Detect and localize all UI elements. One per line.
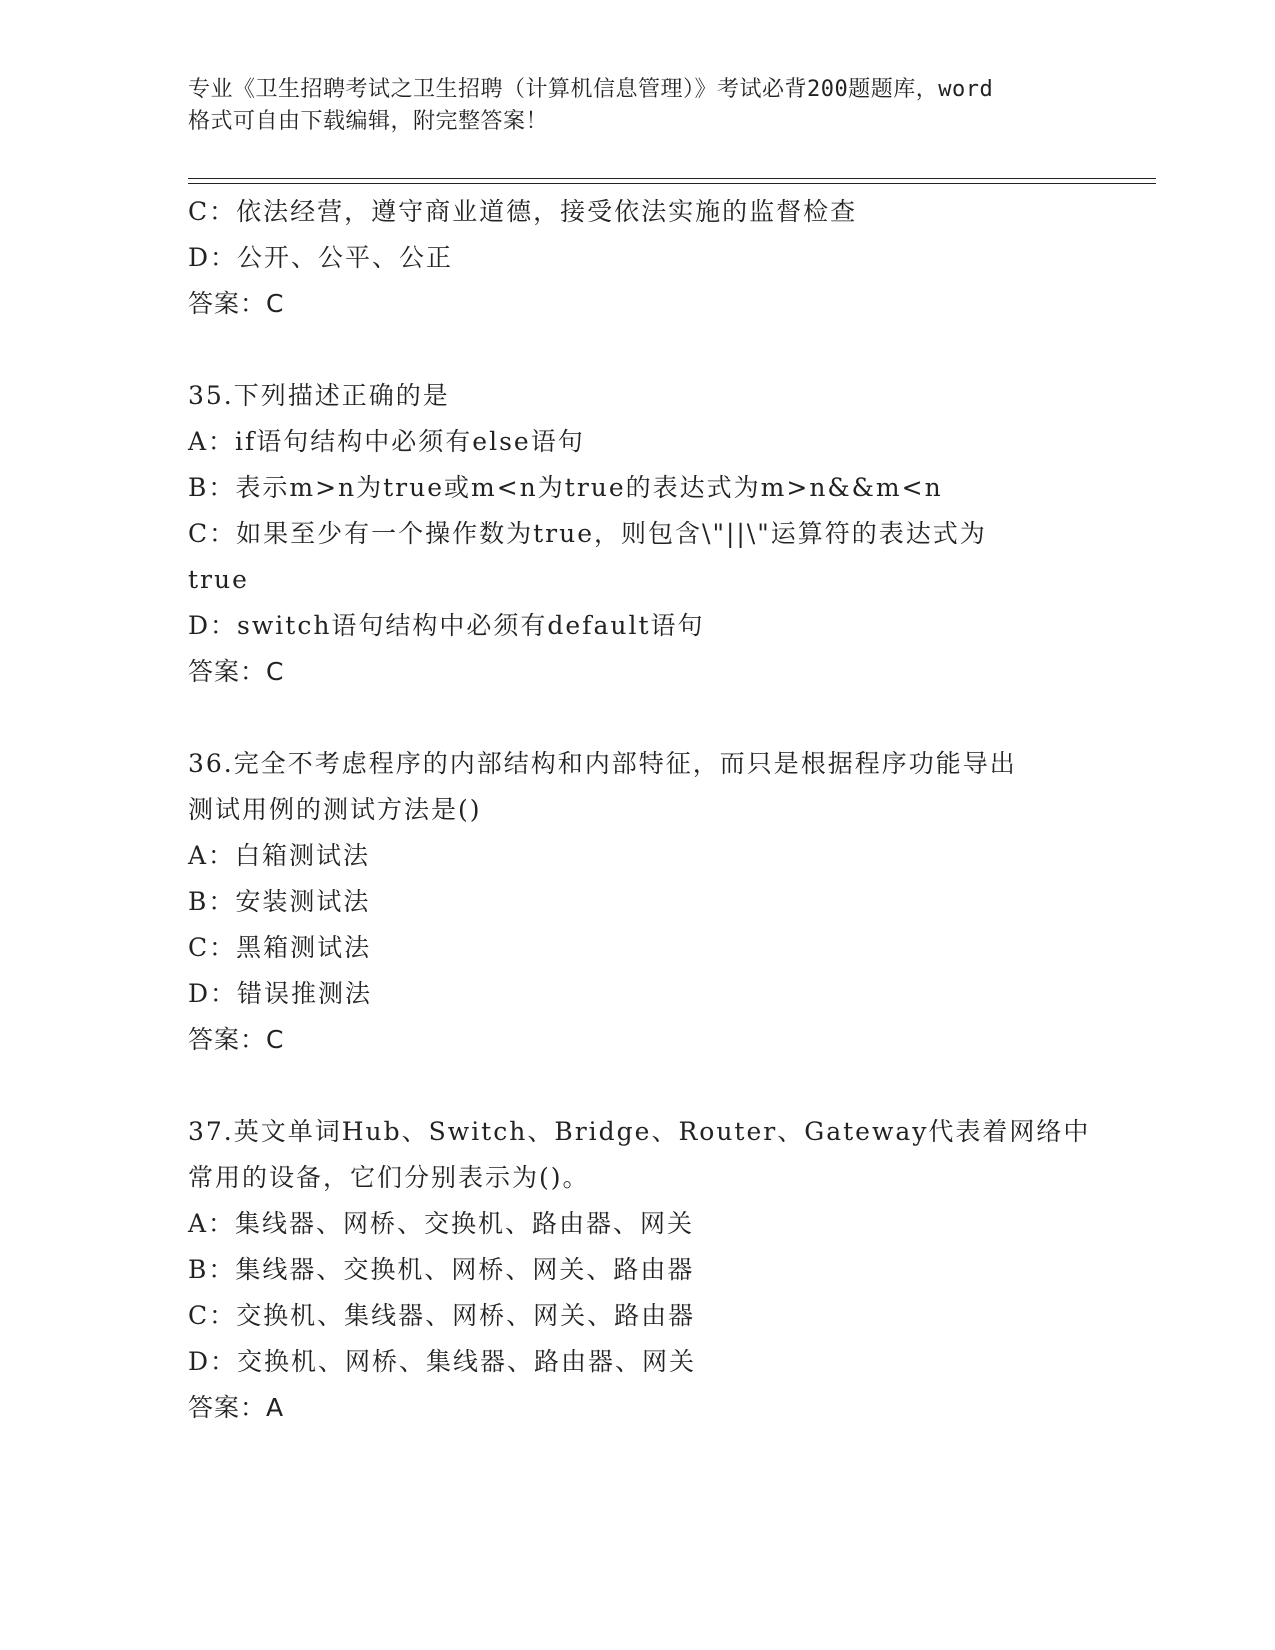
question-block-35 xyxy=(188,373,1088,695)
answer-line: 答案：C xyxy=(188,657,285,686)
document-header xyxy=(188,74,1088,138)
option-d: D：switch语句结构中必须有default语句 xyxy=(188,611,705,640)
header-rule-bottom xyxy=(188,183,1156,184)
question-block-34 xyxy=(188,189,1088,327)
option-a: A：白箱测试法 xyxy=(188,841,371,870)
option-c: C：依法经营，遵守商业道德，接受依法实施的监督检查 xyxy=(188,197,858,226)
option-d: D：公开、公平、公正 xyxy=(188,243,454,272)
header-line-1: 专业《卫生招聘考试之卫生招聘（计算机信息管理）》考试必背200题题库，word xyxy=(188,77,994,102)
question-stem-continued: 常用的设备，它们分别表示为()。 xyxy=(188,1163,590,1192)
spacer xyxy=(188,327,1088,373)
document-body xyxy=(188,189,1091,1431)
question-stem: 36.完全不考虑程序的内部结构和内部特征，而只是根据程序功能导出 xyxy=(188,749,1017,778)
option-b: B：表示m>n为true或m<n为true的表达式为m>n&&m<n xyxy=(188,473,943,502)
option-d: D：错误推测法 xyxy=(188,979,373,1008)
answer-line: 答案：A xyxy=(188,1393,285,1422)
question-block-36 xyxy=(188,741,1088,1063)
option-c-continued: true xyxy=(188,565,249,594)
question-stem-continued: 测试用例的测试方法是() xyxy=(188,795,482,824)
option-c: C：交换机、集线器、网桥、网关、路由器 xyxy=(188,1301,696,1330)
option-c: C：如果至少有一个操作数为true，则包含\"||\"运算符的表达式为 xyxy=(188,519,987,548)
question-stem: 35.下列描述正确的是 xyxy=(188,381,450,410)
question-block-37 xyxy=(188,1109,1091,1431)
spacer xyxy=(188,1063,1088,1109)
header-rule-top xyxy=(188,178,1156,179)
option-c: C：黑箱测试法 xyxy=(188,933,372,962)
option-a: A：集线器、网桥、交换机、路由器、网关 xyxy=(188,1209,695,1238)
option-b: B：集线器、交换机、网桥、网关、路由器 xyxy=(188,1255,695,1284)
header-line-2: 格式可自由下载编辑，附完整答案！ xyxy=(188,109,549,134)
answer-line: 答案：C xyxy=(188,1025,285,1054)
option-b: B：安装测试法 xyxy=(188,887,371,916)
question-stem: 37.英文单词Hub、Switch、Bridge、Router、Gateway代表着网络中 xyxy=(188,1117,1091,1146)
option-d: D：交换机、网桥、集线器、路由器、网关 xyxy=(188,1347,697,1376)
option-a: A：if语句结构中必须有else语句 xyxy=(188,427,585,456)
answer-line: 答案：C xyxy=(188,289,285,318)
spacer xyxy=(188,695,1088,741)
